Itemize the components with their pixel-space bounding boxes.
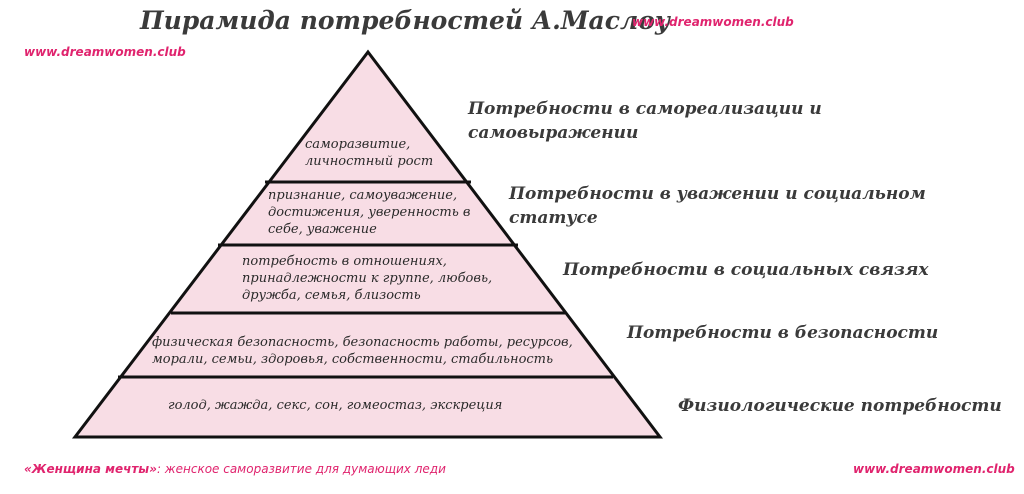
level-3-label [563,258,928,282]
level-2-label-line-2: статусе [509,208,598,228]
level-5-label-line-1: Физиологические потребности [678,396,1002,416]
footer-tagline: : женское саморазвитие для думающих леди [156,462,446,476]
level-2-line-2: достижения, уверенность в [268,205,471,220]
watermark-bottom-right: www.dreamwomen.club [853,462,1015,476]
diagram-title: Пирамида потребностей А.Маслоу [140,6,670,35]
watermark-top-left: www.dreamwomen.club [24,45,186,59]
level-3-line-2: принадлежности к группе, любовь, [242,271,493,286]
level-3-label-line-1: Потребности в социальных связях [563,260,929,280]
level-4-line-2: морали, семьи, здоровья, собственности, стабильность [152,352,554,367]
level-4-label-line-1: Потребности в безопасности [627,323,939,343]
level-4-description [152,334,573,368]
level-1-label [468,97,822,145]
level-4-label [627,321,938,345]
level-3-line-1: потребность в отношениях, [242,254,447,269]
level-2-label [509,182,926,230]
level-1-line-1: саморазвитие, [305,137,411,152]
level-2-label-line-1: Потребности в уважении и социальном [509,184,926,204]
watermark-top-right: www.dreamwomen.club [632,15,794,29]
level-2-line-3: себе, уважение [268,222,377,237]
level-5-label [678,394,1002,418]
level-1-description [305,136,433,170]
level-2-description [268,187,470,238]
level-4-line-1: физическая безопасность, безопасность работы, ресурсов, [152,335,573,350]
level-3-description [242,253,492,304]
level-1-line-2: личностный рост [305,154,434,169]
level-5-line-1: голод, жажда, секс, сон, гомеостаз, экскреция [168,398,503,413]
level-1-label-line-2: самовыражении [468,123,639,143]
footer-brand: «Женщина мечты» [24,462,157,476]
level-1-label-line-1: Потребности в самореализации и [468,99,822,119]
level-3-line-3: дружба, семья, близость [242,288,421,303]
level-2-line-1: признание, самоуважение, [268,188,458,203]
level-5-description [168,397,502,414]
